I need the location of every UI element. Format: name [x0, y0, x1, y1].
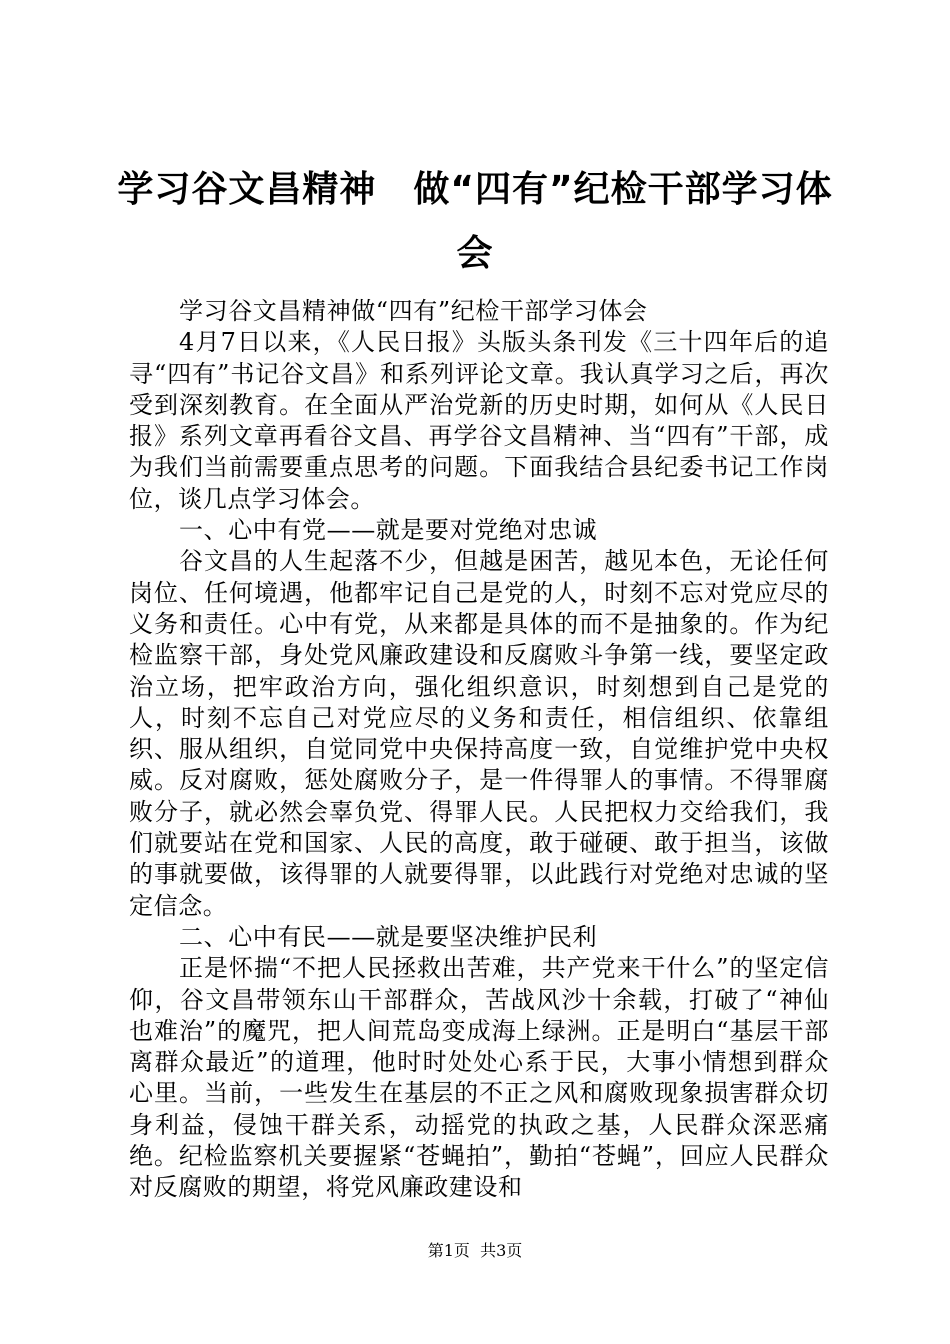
page-footer — [0, 1240, 950, 1262]
page-total: 共3页 — [480, 1241, 523, 1260]
section-heading-2: 二、心中有民——就是要坚决维护民利 — [179, 922, 598, 951]
footer-gap — [470, 1241, 480, 1260]
paragraph-section-2: 正是怀揣“不把人民拯救出苦难，共产党来干什么”的坚定信仰，谷文昌带领东山干部群众，苦战风沙十余载，打破了“神仙也难治”的魔咒，把人间荒岛变成海上绿洲。正是明白“基层干部离群众最近”的道理，他时时处处心系于民，大事小情想到群众心里。当前，一些发生在基层的不正之风和腐败现象损害群众切身利益，侵蚀干群关系，动摇党的执政之基，人民群众深恶痛绝。纪检监察机关要握紧“苍蝇拍”，勤拍“苍蝇”，回应人民群众对反腐败的期望，将党风廉政建设和 — [129, 954, 829, 1202]
section-heading-1: 一、心中有党——就是要对党绝对忠诚 — [179, 516, 598, 545]
paragraph-section-1: 谷文昌的人生起落不少，但越是困苦，越见本色，无论任何岗位、任何境遇，他都牢记自己是党的人，时刻不忘对党应尽的义务和责任。心中有党，从来都是具体的而不是抽象的。作为纪检监察干部，身处党风廉政建设和反腐败斗争第一线，要坚定政治立场，把牢政治方向，强化组织意识，时刻想到自己是党的人，时刻不忘自己对党应尽的义务和责任，相信组织、依靠组织、服从组织，自觉同党中央保持高度一致，自觉维护党中央权威。反对腐败，惩处腐败分子，是一件得罪人的事情。不得罪腐败分子，就必然会辜负党、得罪人民。人民把权力交给我们，我们就要站在党和国家、人民的高度，敢于碰硬、敢于担当，该做的事就要做，该得罪的人就要得罪，以此践行对党绝对忠诚的坚定信念。 — [129, 547, 829, 920]
document-body — [129, 296, 829, 1204]
paragraph-subtitle: 学习谷文昌精神做“四有”纪检干部学习体会 — [179, 297, 648, 325]
paragraph-intro: 4月7日以来，《人民日报》头版头条刊发《三十四年后的追寻“四有”书记谷文昌》和系列评论文章。我认真学习之后，再次受到深刻教育。在全面从严治党新的历史时期，如何从《人民日报》系列文章再看谷文昌、再学谷文昌精神、当“四有”干部，成为我们当前需要重点思考的问题。下面我结合县纪委书记工作岗位，谈几点学习体会。 — [129, 328, 829, 513]
page-number: 第1页 — [427, 1241, 470, 1260]
document-title: 学习谷文昌精神 做“四有”纪检干部学习体会 — [117, 169, 833, 274]
